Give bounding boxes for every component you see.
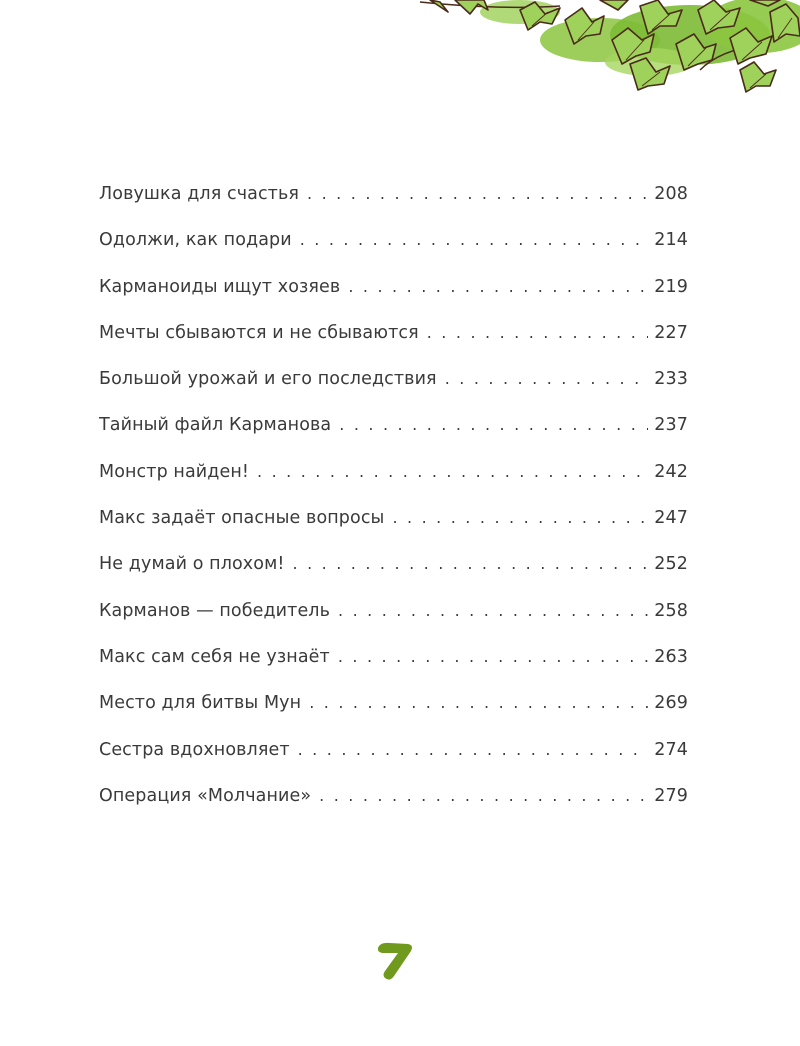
toc-dot-leader <box>348 277 648 296</box>
toc-entry[interactable] <box>99 601 688 647</box>
toc-dot-leader <box>307 184 648 203</box>
leaves-illustration <box>0 0 800 110</box>
toc-page-number: 214 <box>654 230 688 251</box>
toc-entry[interactable] <box>99 230 688 276</box>
toc-entry[interactable] <box>99 693 688 739</box>
toc-entry[interactable] <box>99 462 688 508</box>
toc-page-number: 242 <box>654 461 688 482</box>
toc-entry[interactable] <box>99 786 688 832</box>
toc-entry[interactable] <box>99 508 688 554</box>
toc-page-number: 263 <box>654 646 688 667</box>
toc-entry[interactable] <box>99 415 688 461</box>
toc-entry[interactable] <box>99 554 688 600</box>
toc-entry-title: Мечты сбываются и не сбываются <box>99 322 419 343</box>
toc-dot-leader <box>300 230 649 249</box>
page-number-7-mark <box>374 940 414 982</box>
toc-entry-title: Карманоиды ищут хозяев <box>99 276 341 297</box>
toc-entry-title: Макс задаёт опасные вопросы <box>99 508 385 529</box>
toc-dot-leader <box>427 323 649 342</box>
toc-entry[interactable] <box>99 647 688 693</box>
toc-entry-title: Большой урожай и его последствия <box>99 369 437 390</box>
toc-page-number: 247 <box>654 508 688 529</box>
toc-page-number: 269 <box>654 693 688 714</box>
toc-entry[interactable] <box>99 323 688 369</box>
toc-dot-leader <box>298 740 649 759</box>
toc-dot-leader <box>319 786 648 805</box>
toc-entry-title: Одолжи, как подари <box>99 230 292 251</box>
table-of-contents <box>99 184 688 832</box>
toc-entry[interactable] <box>99 184 688 230</box>
toc-page-number: 219 <box>654 276 688 297</box>
toc-page-number: 208 <box>654 184 688 204</box>
toc-entry-title: Операция «Молчание» <box>99 785 312 806</box>
toc-dot-leader <box>257 462 648 481</box>
toc-page-number: 258 <box>654 600 688 621</box>
toc-entry-title: Монстр найден! <box>99 461 249 482</box>
toc-entry-title: Место для битвы Мун <box>99 693 302 714</box>
toc-dot-leader <box>338 601 648 620</box>
toc-entry-title: Макс сам себя не узнаёт <box>99 646 330 667</box>
toc-dot-leader <box>392 508 648 527</box>
toc-page-number: 237 <box>654 415 688 436</box>
toc-entry-title: Карманов — победитель <box>99 600 331 621</box>
toc-page-number: 233 <box>654 369 688 390</box>
toc-entry[interactable] <box>99 369 688 415</box>
toc-dot-leader <box>445 369 649 388</box>
toc-entry-title: Тайный файл Карманова <box>99 415 332 436</box>
toc-entry-title: Сестра вдохновляет <box>99 739 290 760</box>
toc-entry[interactable] <box>99 277 688 323</box>
toc-entry-title: Не думай о плохом! <box>99 554 285 575</box>
toc-dot-leader <box>339 415 648 434</box>
toc-page-number: 227 <box>654 322 688 343</box>
toc-entry-title: Ловушка для счастья <box>99 184 300 204</box>
toc-dot-leader <box>338 647 648 666</box>
toc-page-number: 279 <box>654 785 688 806</box>
toc-dot-leader <box>309 693 648 712</box>
toc-page-number: 274 <box>654 739 688 760</box>
toc-dot-leader <box>293 554 649 573</box>
toc-entry[interactable] <box>99 740 688 786</box>
toc-page-number: 252 <box>654 554 688 575</box>
